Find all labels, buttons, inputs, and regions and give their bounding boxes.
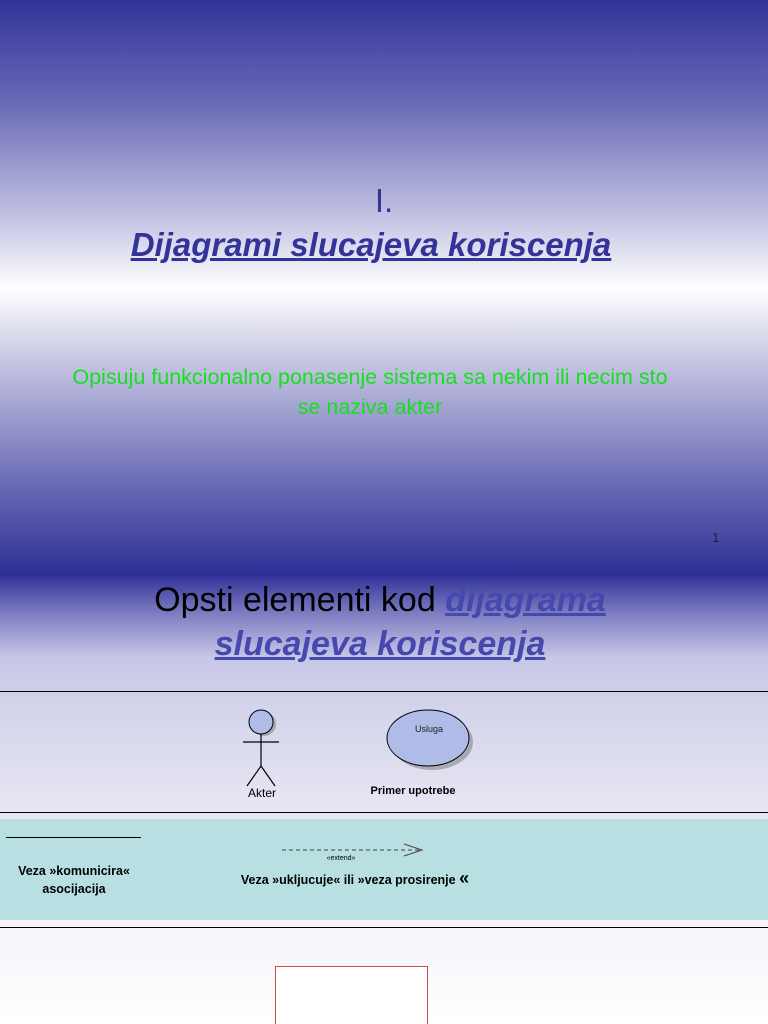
divider-line xyxy=(0,812,768,813)
association-line-icon xyxy=(6,837,141,838)
slide-2-heading xyxy=(30,578,730,666)
dependency-label-text: Veza »ukljucuje« ili »veza prosirenje xyxy=(240,873,460,887)
slide-description: Opisuju funkcionalno ponasenje sistema sa nekim ili necim sto se naziva akter xyxy=(72,365,668,419)
heading-link-part-2[interactable]: slucajeva koriscenja xyxy=(214,625,546,663)
association-label-line-2: asocijacija xyxy=(42,882,106,896)
image-placeholder-box xyxy=(275,966,428,1024)
use-case-ellipse-icon xyxy=(382,706,476,772)
slide-title-link[interactable]: Dijagrami slucajeva koriscenja xyxy=(130,226,612,263)
heading-prefix: Opsti elementi kod xyxy=(154,581,446,619)
use-case-label: Primer upotrebe xyxy=(370,785,456,797)
divider-line xyxy=(0,691,768,692)
association-label xyxy=(4,862,144,898)
actor-label: Akter xyxy=(247,786,276,800)
divider-line xyxy=(0,927,768,928)
page-number: 1 xyxy=(712,530,720,545)
heading-link-part-1[interactable]: dijagrama xyxy=(445,581,606,619)
dependency-label xyxy=(200,868,510,889)
stereotype-label: «extend» xyxy=(326,855,356,862)
actor-stick-figure-icon xyxy=(238,706,286,792)
slide-2 xyxy=(0,576,768,1024)
association-label-line-1: Veza »komunicira« xyxy=(18,864,130,878)
use-case-name: Usluga xyxy=(414,724,443,734)
dependency-label-tail: « xyxy=(459,868,470,888)
slide-number-heading: I. xyxy=(374,182,394,219)
